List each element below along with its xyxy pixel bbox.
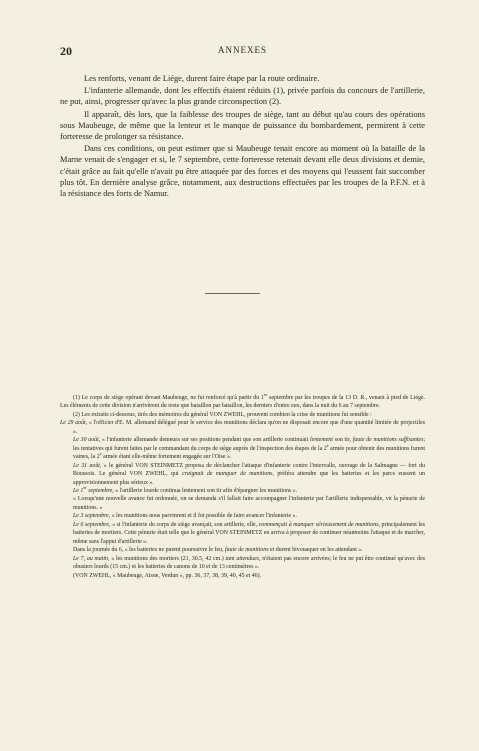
quote-1-septembre: Le 1er septembre, « l'artillerie lourde continua lentement son tir afin d'épargner les munitions ». [73, 485, 298, 494]
footnote-2: (2) Les extraits ci-dessous, tirés des mémoires du général VON ZWEHL, prouvent combien la crise de munitions fut sensible : [73, 411, 372, 418]
quote-31-aout: Le 31 août, « le général VON STEINMETZ proposa de déclancher l'attaque d'infanterie contre l'intervalle, ouvrage de la Salmagne — fort du Boussois. Le général VON ZWEHL, qui craignait de manquer de munitions, préféra attendre que les batteries et les parcs eussent un approvisionnement plus sérieux ». [73, 462, 426, 486]
quote-3-septembre: Le 3 septembre, « les munitions nous parvinrent et il fut possible de faire avancer l'infanterie ». [73, 513, 297, 520]
page-number: 20 [60, 44, 72, 58]
footnotes [60, 394, 425, 580]
quote-29-aout: Le 29 août, « l'officier d'E. M. allemand délégué pour le service des munitions déclara qu'on ne disposait encore que d'une quantité limitée de projectiles ». [60, 420, 425, 435]
source-citation: (VON ZWEHL, « Maubeuge, Aisne, Verdun », pp. 36, 37, 38, 39, 40, 45 et 46). [73, 572, 262, 579]
main-text [60, 73, 425, 199]
paragraph: Dans ces conditions, on peut estimer que si Maubeuge tenait encore au moment où la bataille de la Marne venait de s'engager et si, le 7 septembre, cette forteresse retenait devant elle deux divisions et demie, c'était grâce au fait qu'elle n'avait pu être attaquée par des forces et des moyens qui l'eussent fait succomber plus tôt. En dernière analyse grâce, notamment, aux destructions effectuées par les troupes de la P.F.N. et à la résistance des forts de Namur. [60, 144, 425, 199]
quote-nouvelle-avance: « Lorsqu'une nouvelle avance fut ordonnée, on se demanda s'il fallait faire accompagner l'infanterie par l'artillerie indispensable, vu la pénurie de munitions. » [73, 496, 425, 511]
section-divider [205, 293, 260, 294]
quote-7-septembre: Le 7, au matin, « les munitions des mortiers (21, 30.5, 42 cm.) tant attendues, n'étaient pas encore arrivées; le feu ne put être continué qu'avec des obusiers lourds (15 cm.) et les batteries de canons de 10 et de 13 centimètres ». [73, 555, 425, 571]
quote-30-aout: Le 30 août, « l'infanterie allemande demeura sur ses positions pendant que son artillerie continuait lentement son tir, faute de munitions suffisantes; les tentatives qui furent faites par le commandant du corps de siège auprès de l'inspection des étapes de la 2e armée pour obtenir des munitions furent vaines, la 2e armée étant elle-même fortement engagée sur l'Oise ». [73, 437, 426, 461]
paragraph: Il apparaît, dès lors, que la faiblesse des troupes de siège, tant au début qu'au cours des opérations sous Maubeuge, de même que la lenteur et le manque de puissance du bombardement, permirent à cette forteresse de prolonger sa résistance. [60, 109, 425, 142]
paragraph: Les renforts, venant de Liége, durent faire étape par la route ordinaire. [84, 74, 320, 83]
quote-6-septembre: Le 6 septembre, « si l'infanterie du corps de siège avançait, son artillerie, elle, commençait à manquer sérieusement de munitions, principalement les batteries de mortiers. Cette pénurie était telle que le général VON STEINMETZ en arriva à proposer de continuer néanmoins l'attaque et de marcher, même sans l'appui d'artillerie ». [73, 521, 426, 545]
quote-journee-du-6: Dans la journée du 6, « les batteries ne purent poursuivre le feu, faute de munitions et durent bivouaquer en les attendant ». [73, 547, 363, 554]
footnote-1: (1) Le corps de siège opérant devant Maubeuge, ne fut renforcé qu'à partir du 1er septembre par les troupes de la 13 D. R., venant à pied de Liége. Les éléments de cette division n'arrivèrent du reste que bataillon par bataillon, les derniers d'entre eux, dans la nuit du 6 au 7 septembre. [60, 392, 426, 410]
page-header [60, 44, 425, 58]
running-title: ANNEXES [218, 45, 267, 55]
paragraph: L'infanterie allemande, dont les effectifs étaient réduits (1), privée parfois du concours de l'artillerie, ne put, ainsi, progresser qu'avec la plus grande circonspection (2). [60, 86, 425, 107]
